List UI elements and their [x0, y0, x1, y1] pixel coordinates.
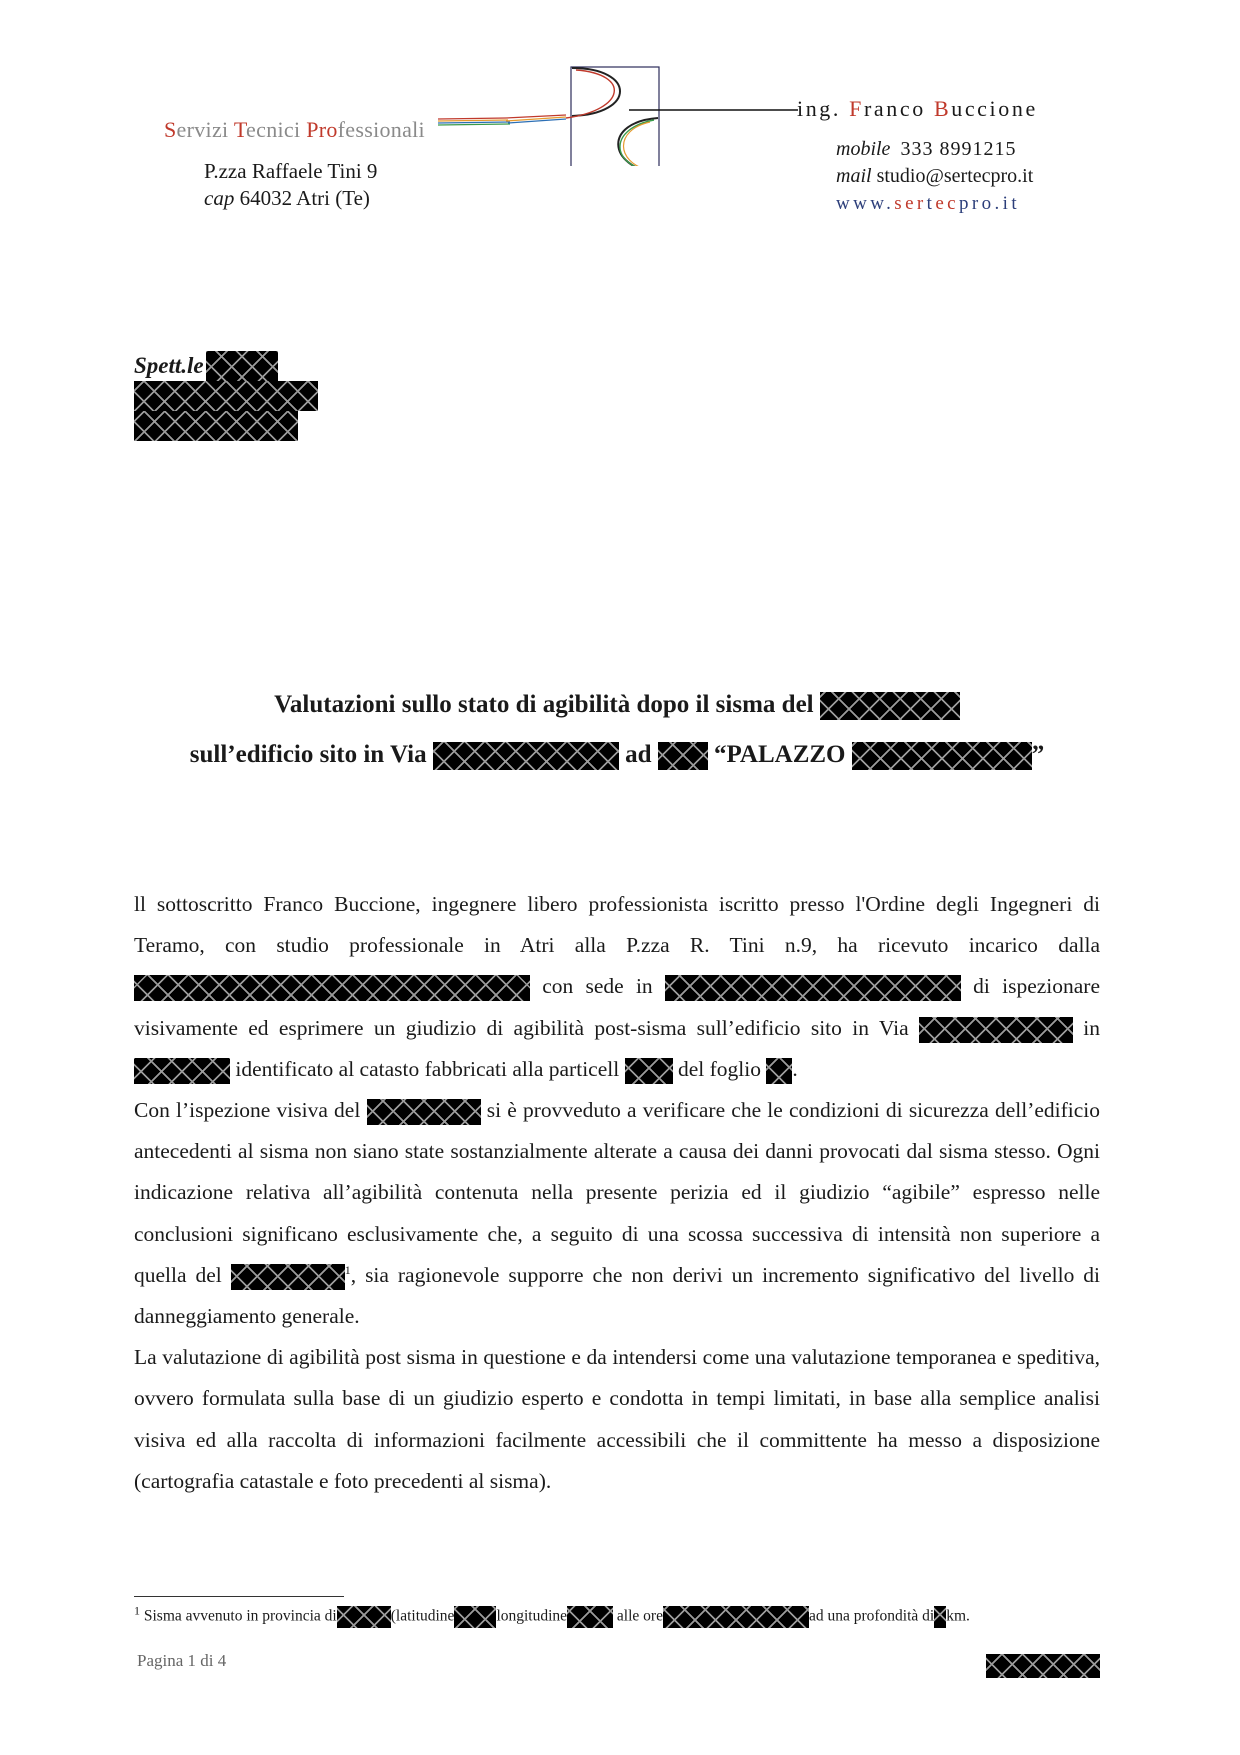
mail-line: mail studio@sertecpro.it [836, 165, 1034, 187]
redaction [134, 1058, 230, 1084]
title-line-1: Valutazioni sullo stato di agibilità dopo il sisma del [134, 680, 1100, 730]
salutation: Spett.le [134, 353, 204, 378]
redaction [134, 381, 318, 411]
redaction [206, 351, 278, 381]
redaction [852, 742, 1032, 770]
redaction [919, 1017, 1073, 1043]
footnote-separator [134, 1596, 344, 1597]
company-address [204, 158, 377, 212]
redaction [658, 742, 708, 770]
title-line-2: sull’edificio sito in Via ad “PALAZZO ” [134, 730, 1100, 780]
engineer-name: ing. Franco Buccione [797, 96, 1038, 121]
paragraph-2: Con l’ispezione visiva del si è provveduto a verificare che le condizioni di sicurezza dell’edificio antecedenti al sisma non siano state sostanzialmente alterate a causa dei danni provocati dal sisma stesso. Ogni indicazione relativa all’agibilità contenuta nella presente perizia ed il giudizio “agibile” espresso nelle conclusioni significano esclusivamente che, a seguito di una scossa successiva di intensità non superiore a quella del $^1$, sia ragionevole supporre che non derivi un incremento significativo del livello di danneggiamento generale. [134, 1098, 1101, 1329]
redaction [665, 975, 961, 1001]
address-city: cap 64032 Atri (Te) [204, 186, 370, 210]
paragraph-3: La valutazione di agibilità post sisma in questione e da intendersi come una valutazione temporanea e speditiva, ovvero formulata sulla base di un giudizio esperto e condotta in tempi limitati, in base alla semplice analisi visiva ed alla raccolta di informazioni facilmente accessibili che il committente ha messo a disposizione (cartografia catastale e foto precedenti al sisma). [134, 1345, 1100, 1493]
recipient-block [134, 351, 318, 441]
address-street: P.zza Raffaele Tini 9 [204, 159, 378, 183]
redaction [567, 1606, 613, 1628]
redaction [663, 1606, 809, 1628]
redaction [820, 692, 960, 720]
redaction [454, 1606, 496, 1628]
website-link[interactable]: www.sertecpro.it [836, 193, 1021, 214]
company-logo-icon [436, 66, 806, 166]
page-number: Pagina 1 di 4 [137, 1651, 227, 1670]
redaction [134, 975, 530, 1001]
redaction [934, 1606, 946, 1628]
footnote-ref[interactable]: 1 [344, 1262, 351, 1277]
redaction [625, 1058, 673, 1084]
footnote: $^1$ Sisma avvenuto in provincia di (latitudine longitudine alle ore ad una profondità di km. [134, 1606, 970, 1628]
redaction [337, 1606, 391, 1628]
mobile-line: mobile 333 8991215 [836, 138, 1017, 160]
document-body [134, 884, 1100, 1502]
paragraph-1: ll sottoscritto Franco Buccione, ingegnere libero professionista iscritto presso l'Ordine degli Ingegneri di Teramo, con studio professionale in Atri alla P.zza R. Tini n.9, ha ricevuto incarico dalla con sede in di ispezionare visivamente ed esprimere un giudizio di agibilità post-sisma sull’edificio sito in Via in identificato al catasto fabbricati alla particell del foglio . [134, 884, 1100, 1090]
redaction [134, 411, 298, 441]
footer-redaction [986, 1654, 1100, 1678]
redaction [986, 1654, 1100, 1678]
redaction [766, 1058, 792, 1084]
redaction [433, 742, 619, 770]
document-title [134, 680, 1100, 780]
company-brand [164, 117, 425, 143]
redaction [367, 1099, 481, 1125]
brand-name: Servizi Tecnici Professionali [164, 117, 425, 142]
redaction [231, 1264, 345, 1290]
contact-block [836, 136, 1033, 217]
